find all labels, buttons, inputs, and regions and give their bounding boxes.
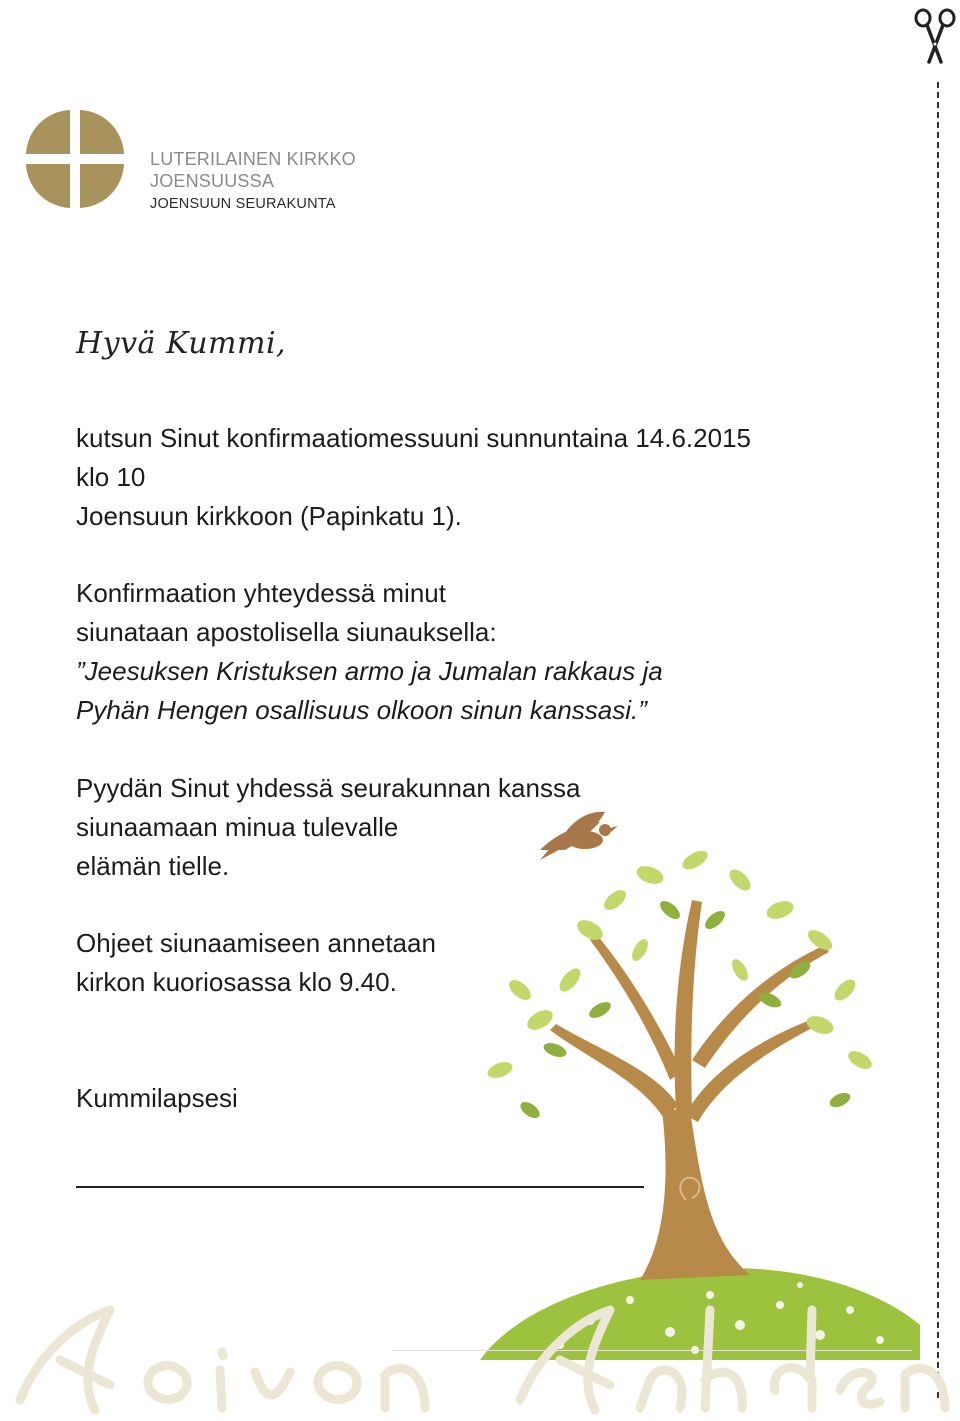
invitation-line: Joensuun kirkkoon (Papinkatu 1). bbox=[76, 501, 462, 531]
blessing-block bbox=[76, 574, 663, 730]
logo-line1: LUTERILAINEN KIRKKO JOENSUUSSA bbox=[150, 149, 356, 191]
church-logo bbox=[26, 110, 466, 210]
logo-line2: JOENSUUN SEURAKUNTA bbox=[150, 196, 336, 212]
decorative-watermark bbox=[0, 1290, 960, 1421]
request-block bbox=[76, 769, 580, 886]
cut-line bbox=[937, 82, 939, 1398]
request-line: siunaamaan minua tulevalle bbox=[76, 812, 399, 842]
request-line: Pyydän Sinut yhdessä seurakunnan kanssa bbox=[76, 773, 581, 803]
invitation-line: klo 10 bbox=[76, 462, 146, 492]
blessing-line: siunataan apostolisella siunauksella: bbox=[76, 617, 497, 647]
invitation-block bbox=[76, 419, 751, 536]
signature-label-text: Kummilapsesi bbox=[76, 1083, 238, 1113]
blessing-quote: ”Jeesuksen Kristuksen armo ja Jumalan rakkaus ja bbox=[76, 656, 663, 686]
blessing-line: Konfirmaation yhteydessä minut bbox=[76, 578, 446, 608]
signature-line bbox=[76, 1186, 644, 1188]
request-line: elämän tielle. bbox=[76, 851, 230, 881]
signature-label bbox=[76, 1079, 238, 1118]
instructions-line: kirkon kuoriosassa klo 9.40. bbox=[76, 967, 397, 997]
instructions-block bbox=[76, 924, 436, 1002]
greeting: Hyvä Kummi, bbox=[76, 326, 287, 361]
cross-logo-icon bbox=[26, 110, 124, 208]
scissors-icon bbox=[913, 6, 957, 70]
hill-baseline bbox=[392, 1350, 912, 1351]
instructions-line: Ohjeet siunaamiseen annetaan bbox=[76, 928, 436, 958]
invitation-line: kutsun Sinut konfirmaatiomessuuni sunnuntaina 14.6.2015 bbox=[76, 423, 751, 453]
blessing-quote: Pyhän Hengen osallisuus olkoon sinun kanssasi.” bbox=[76, 695, 647, 725]
